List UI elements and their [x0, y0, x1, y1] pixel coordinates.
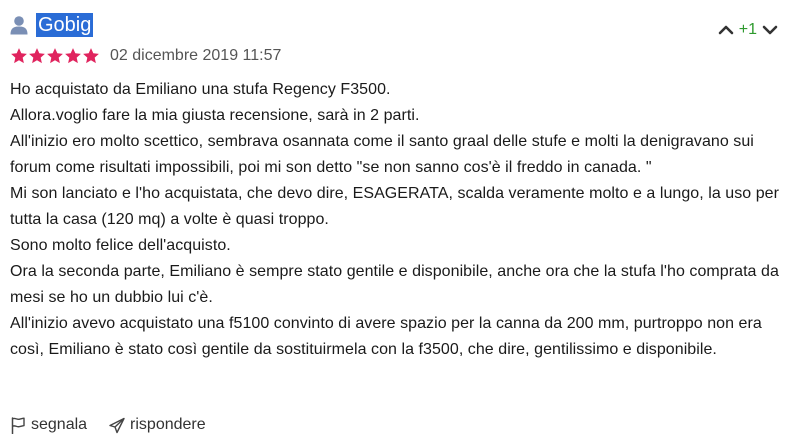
author-name[interactable]: Gobig [38, 14, 92, 36]
review-paragraph: Ho acquistato da Emiliano una stufa Regency F3500. [10, 81, 391, 98]
chevron-down-icon[interactable] [762, 22, 778, 38]
vote-count: +1 [738, 21, 757, 38]
review-date: 02 dicembre 2019 11:57 [110, 47, 282, 64]
user-icon [10, 15, 28, 35]
review-paragraph: All'inizio avevo acquistato una f5100 convinto di avere spazio per la canna da 200 mm, purtroppo non era così, Emiliano è stato così gentile da sostituirmela con la f3500, che dire, gentilissimo e disponibile. [10, 315, 762, 358]
report-label: segnala [31, 416, 88, 433]
report-button[interactable] [10, 416, 87, 434]
flag-icon [10, 417, 26, 434]
review-paragraph: All'inizio ero molto scettico, sembrava osannata come il santo graal delle stufe e molti la denigravano sui forum come risultati impossibili, poi mi son detto "se non sanno cos'è il freddo in canada. " [10, 133, 754, 176]
star-icon [82, 47, 100, 65]
review-paragraph: Ora la seconda parte, Emiliano è sempre stato gentile e disponibile, anche ora che la stufa l'ho comprata da mesi se ho un dubbio lui c'è. [10, 263, 779, 306]
review-paragraph: Mi son lanciato e l'ho acquistata, che devo dire, ESAGERATA, scalda veramente molto e a lungo, la uso per tutta la casa (120 mq) a volte è quasi troppo. [10, 185, 780, 228]
review-paragraph: Sono molto felice dell'acquisto. [10, 237, 231, 254]
paper-plane-icon [109, 417, 125, 434]
rating-row [10, 44, 281, 68]
reply-label: rispondere [130, 416, 206, 433]
review-paragraph: Allora.voglio fare la mia giusta recensione, sarà in 2 parti. [10, 107, 420, 124]
star-icon [28, 47, 46, 65]
chevron-up-icon[interactable] [718, 22, 734, 38]
review-text [10, 77, 780, 363]
star-rating [10, 47, 100, 65]
reply-button[interactable] [109, 416, 206, 434]
star-icon [64, 47, 82, 65]
star-icon [10, 47, 28, 65]
vote-box [718, 22, 778, 38]
review-header [10, 12, 93, 38]
star-icon [46, 47, 64, 65]
review-actions [10, 416, 228, 434]
